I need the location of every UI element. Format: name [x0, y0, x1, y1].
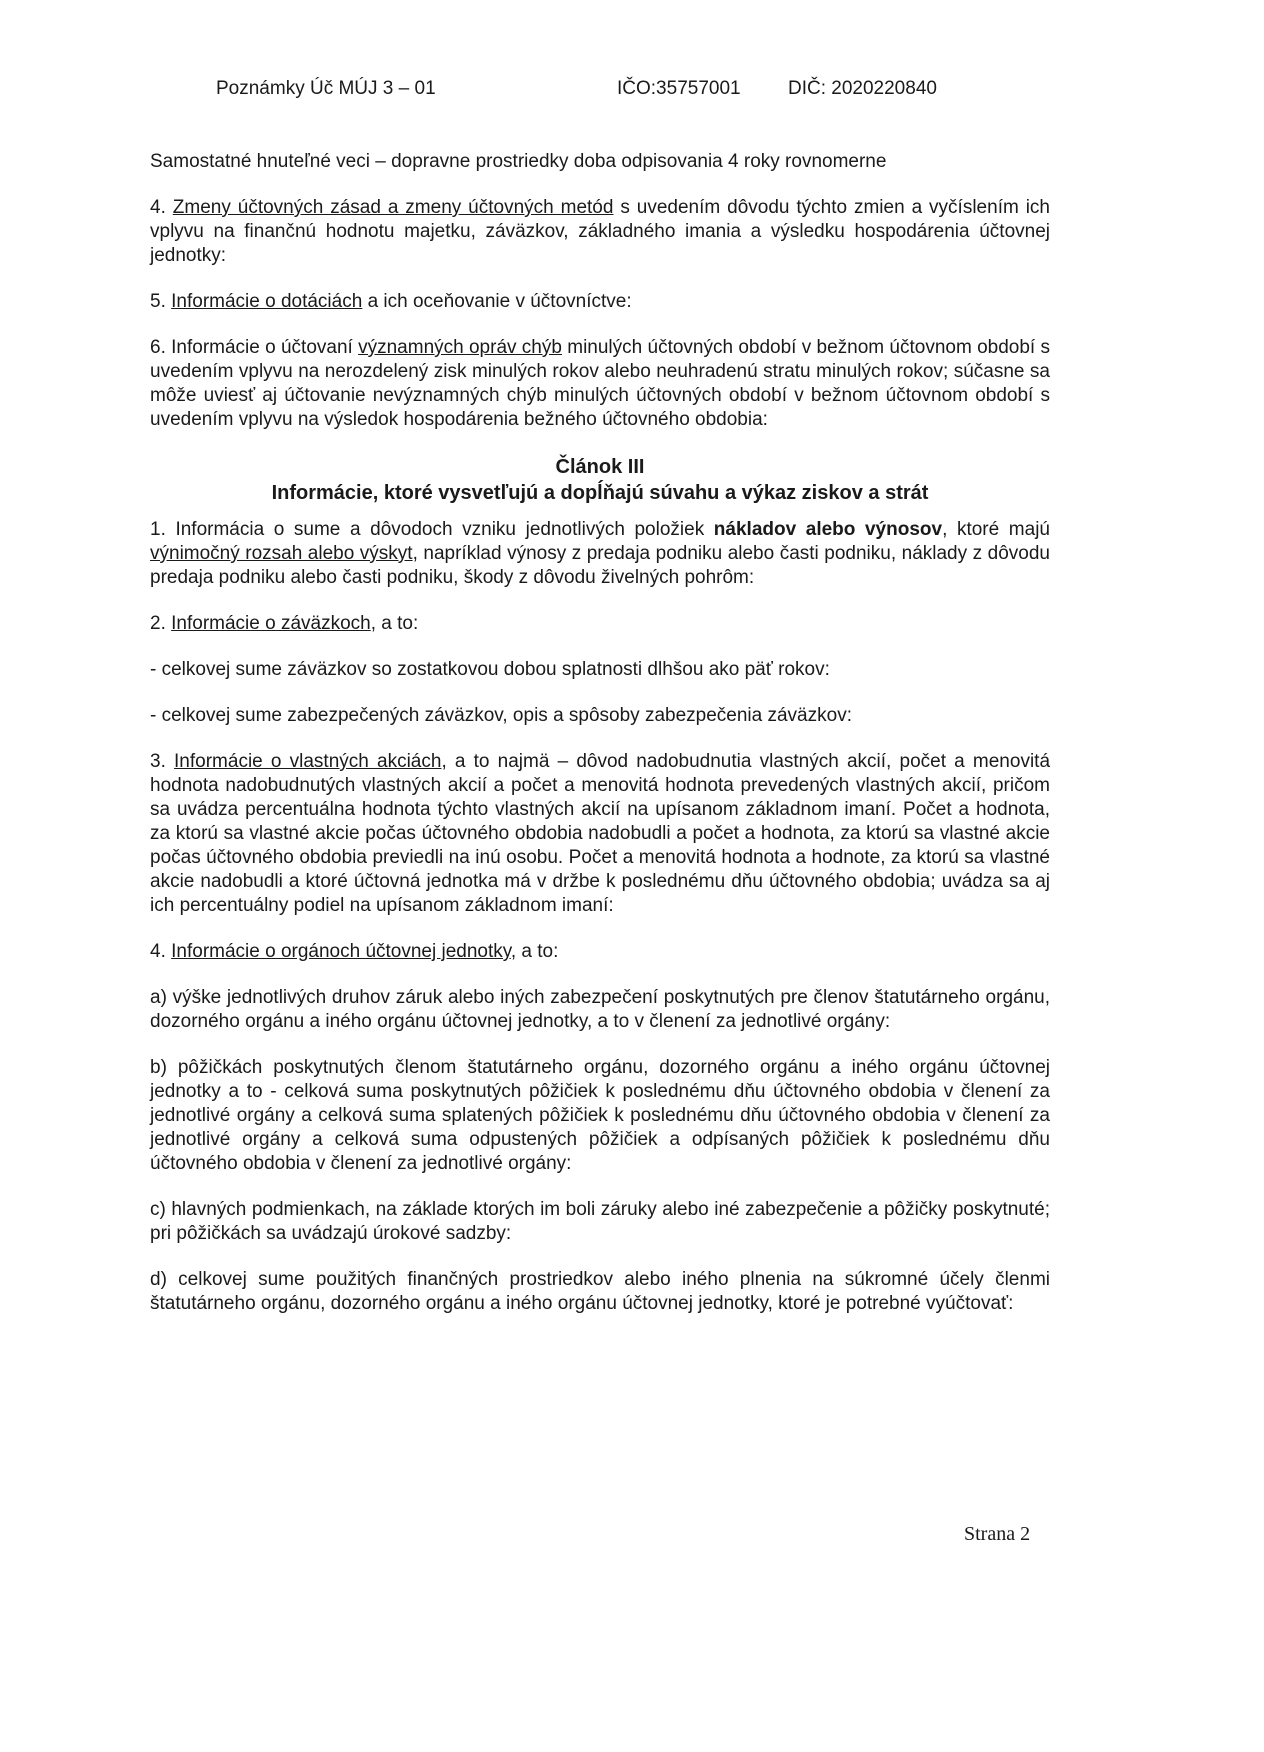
- item-6-text: minulých účtovných období v bežnom účtovnom období s uvedením vplyvu na nerozdelený zisk minulých rokov alebo neuhradenú stratu minulých rokov; súčasne sa môže uviesť aj účtovanie nevýznamných chýb minulých účtovných období v bežnom účtovnom období s uvedením vplyvu na výsledok hospodárenia bežného účtovného obdobia:: [150, 337, 1050, 430]
- intro-paragraph: Samostatné hnuteľné veci – dopravne prostriedky doba odpisovania 4 roky rovnomerne: [150, 151, 887, 172]
- item-6-paragraph: [150, 336, 1050, 432]
- a4-text: , a to:: [510, 941, 559, 962]
- item-6-heading: významných opráv chýb: [358, 337, 562, 358]
- item-6-prefix: 6. Informácie o účtovaní: [150, 337, 359, 358]
- a4-number: 4.: [150, 941, 172, 962]
- a4-sub-c: c) hlavných podmienkach, na základe ktorých im boli záruky alebo iné zabezpečenie a pôžičky poskytnuté; pri pôžičkách sa uvádzajú úrokové sadzby:: [150, 1199, 1050, 1244]
- a1-bold-term: nákladov alebo výnosov: [713, 519, 943, 540]
- a3-heading: Informácie o vlastných akciách: [174, 751, 442, 772]
- article-3-item-1: [150, 518, 1050, 590]
- a2-heading: Informácie o záväzkoch: [171, 613, 371, 634]
- item-5-text: a ich oceňovanie v účtovníctve:: [362, 291, 632, 312]
- a2-bullet-1: - celkovej sume záväzkov so zostatkovou dobou splatnosti dlhšou ako päť rokov:: [150, 659, 830, 680]
- item-5-heading: Informácie o dotáciách: [171, 291, 363, 312]
- item-4-heading: Zmeny účtovných zásad a zmeny účtovných metód: [172, 197, 614, 218]
- a3-text: , a to najmä – dôvod nadobudnutia vlastných akcií, počet a menovitá hodnota nadobudnutých vlastných akcií a počet a menovitá hodnota prevedených vlastných akcií, pričom sa uvádza percentuálna hodnota týchto vlastných akcií na upísanom základnom imaní. Počet a hodnota, za ktorú sa vlastné akcie počas účtovného obdobia nadobudli a počet a hodnota, za ktorú sa vlastné akcie počas účtovného obdobia previedli na inú osobu. Počet a menovitá hodnota a hodnote, za ktorú sa vlastné akcie nadobudli a ktoré účtovná jednotka má v držbe k poslednému dňu účtovného obdobia; uvádza sa aj ich percentuálny podiel na upísanom základnom imaní:: [150, 751, 1051, 916]
- article-subtitle: Informácie, ktoré vysvetľujú a dopĺňajú súvahu a výkaz ziskov a strát: [271, 482, 929, 504]
- item-5-paragraph: [150, 290, 1050, 314]
- a2-number: 2.: [150, 613, 172, 634]
- a1-middle: , ktoré majú: [942, 519, 1050, 540]
- article-3-item-2: [150, 612, 1050, 636]
- a4-sub-b: b) pôžičkách poskytnutých členom štatutárneho orgánu, dozorného orgánu a iného orgánu účtovnej jednotky a to - celková suma poskytnutých pôžičiek k poslednému dňu účtovného obdobia v členení za jednotlivé orgány a celková suma splatených pôžičiek k poslednému dňu účtovného obdobia v členení za jednotlivé orgány a celková suma odpustených pôžičiek a odpísaných pôžičiek k poslednému dňu účtovného obdobia v členení za jednotlivé orgány:: [150, 1057, 1050, 1174]
- a3-number: 3.: [150, 751, 175, 772]
- header-ico: IČO:35757001: [617, 78, 741, 99]
- a4-sub-a: a) výške jednotlivých druhov záruk alebo iných zabezpečení poskytnutých pre členov štatutárneho orgánu, dozorného orgánu a iného orgánu účtovnej jednotky, a to v členení za jednotlivé orgány:: [150, 987, 1050, 1032]
- item-4-text: s uvedením dôvodu týchto zmien a vyčíslením ich vplyvu na finančnú hodnotu majetku, záväzkov, základného imania a výsledku hospodárenia účtovnej jednotky:: [150, 197, 1051, 266]
- a4-heading: Informácie o orgánoch účtovnej jednotky: [171, 941, 511, 962]
- a1-text: , napríklad výnosy z predaja podniku alebo časti podniku, náklady z dôvodu predaja podniku alebo časti podniku, škody z dôvodu živelných pohrôm:: [150, 543, 1050, 588]
- item-4-number: 4.: [150, 197, 173, 218]
- article-title: Článok III: [555, 456, 645, 478]
- article-3-item-3: [150, 750, 1050, 918]
- item-4-paragraph: [150, 196, 1050, 268]
- a1-underlined: výnimočný rozsah alebo výskyt: [150, 543, 413, 564]
- document-body: [150, 150, 1050, 1316]
- header-title: Poznámky Úč MÚJ 3 – 01: [216, 78, 436, 99]
- header-dic: DIČ: 2020220840: [788, 78, 937, 99]
- a2-text: , a to:: [370, 613, 419, 634]
- article-3-item-4: [150, 940, 1050, 964]
- a2-bullet-2: - celkovej sume zabezpečených záväzkov, opis a spôsoby zabezpečenia záväzkov:: [150, 705, 852, 726]
- a4-sub-d: d) celkovej sume použitých finančných prostriedkov alebo iného plnenia na súkromné účely členmi štatutárneho orgánu, dozorného orgánu a iného orgánu účtovnej jednotky, ktoré je potrebné vyúčtovať:: [150, 1269, 1050, 1314]
- page-number: Strana 2: [964, 1523, 1031, 1545]
- item-5-number: 5.: [150, 291, 172, 312]
- a1-prefix: 1. Informácia o sume a dôvodoch vzniku jednotlivých položiek: [150, 519, 714, 540]
